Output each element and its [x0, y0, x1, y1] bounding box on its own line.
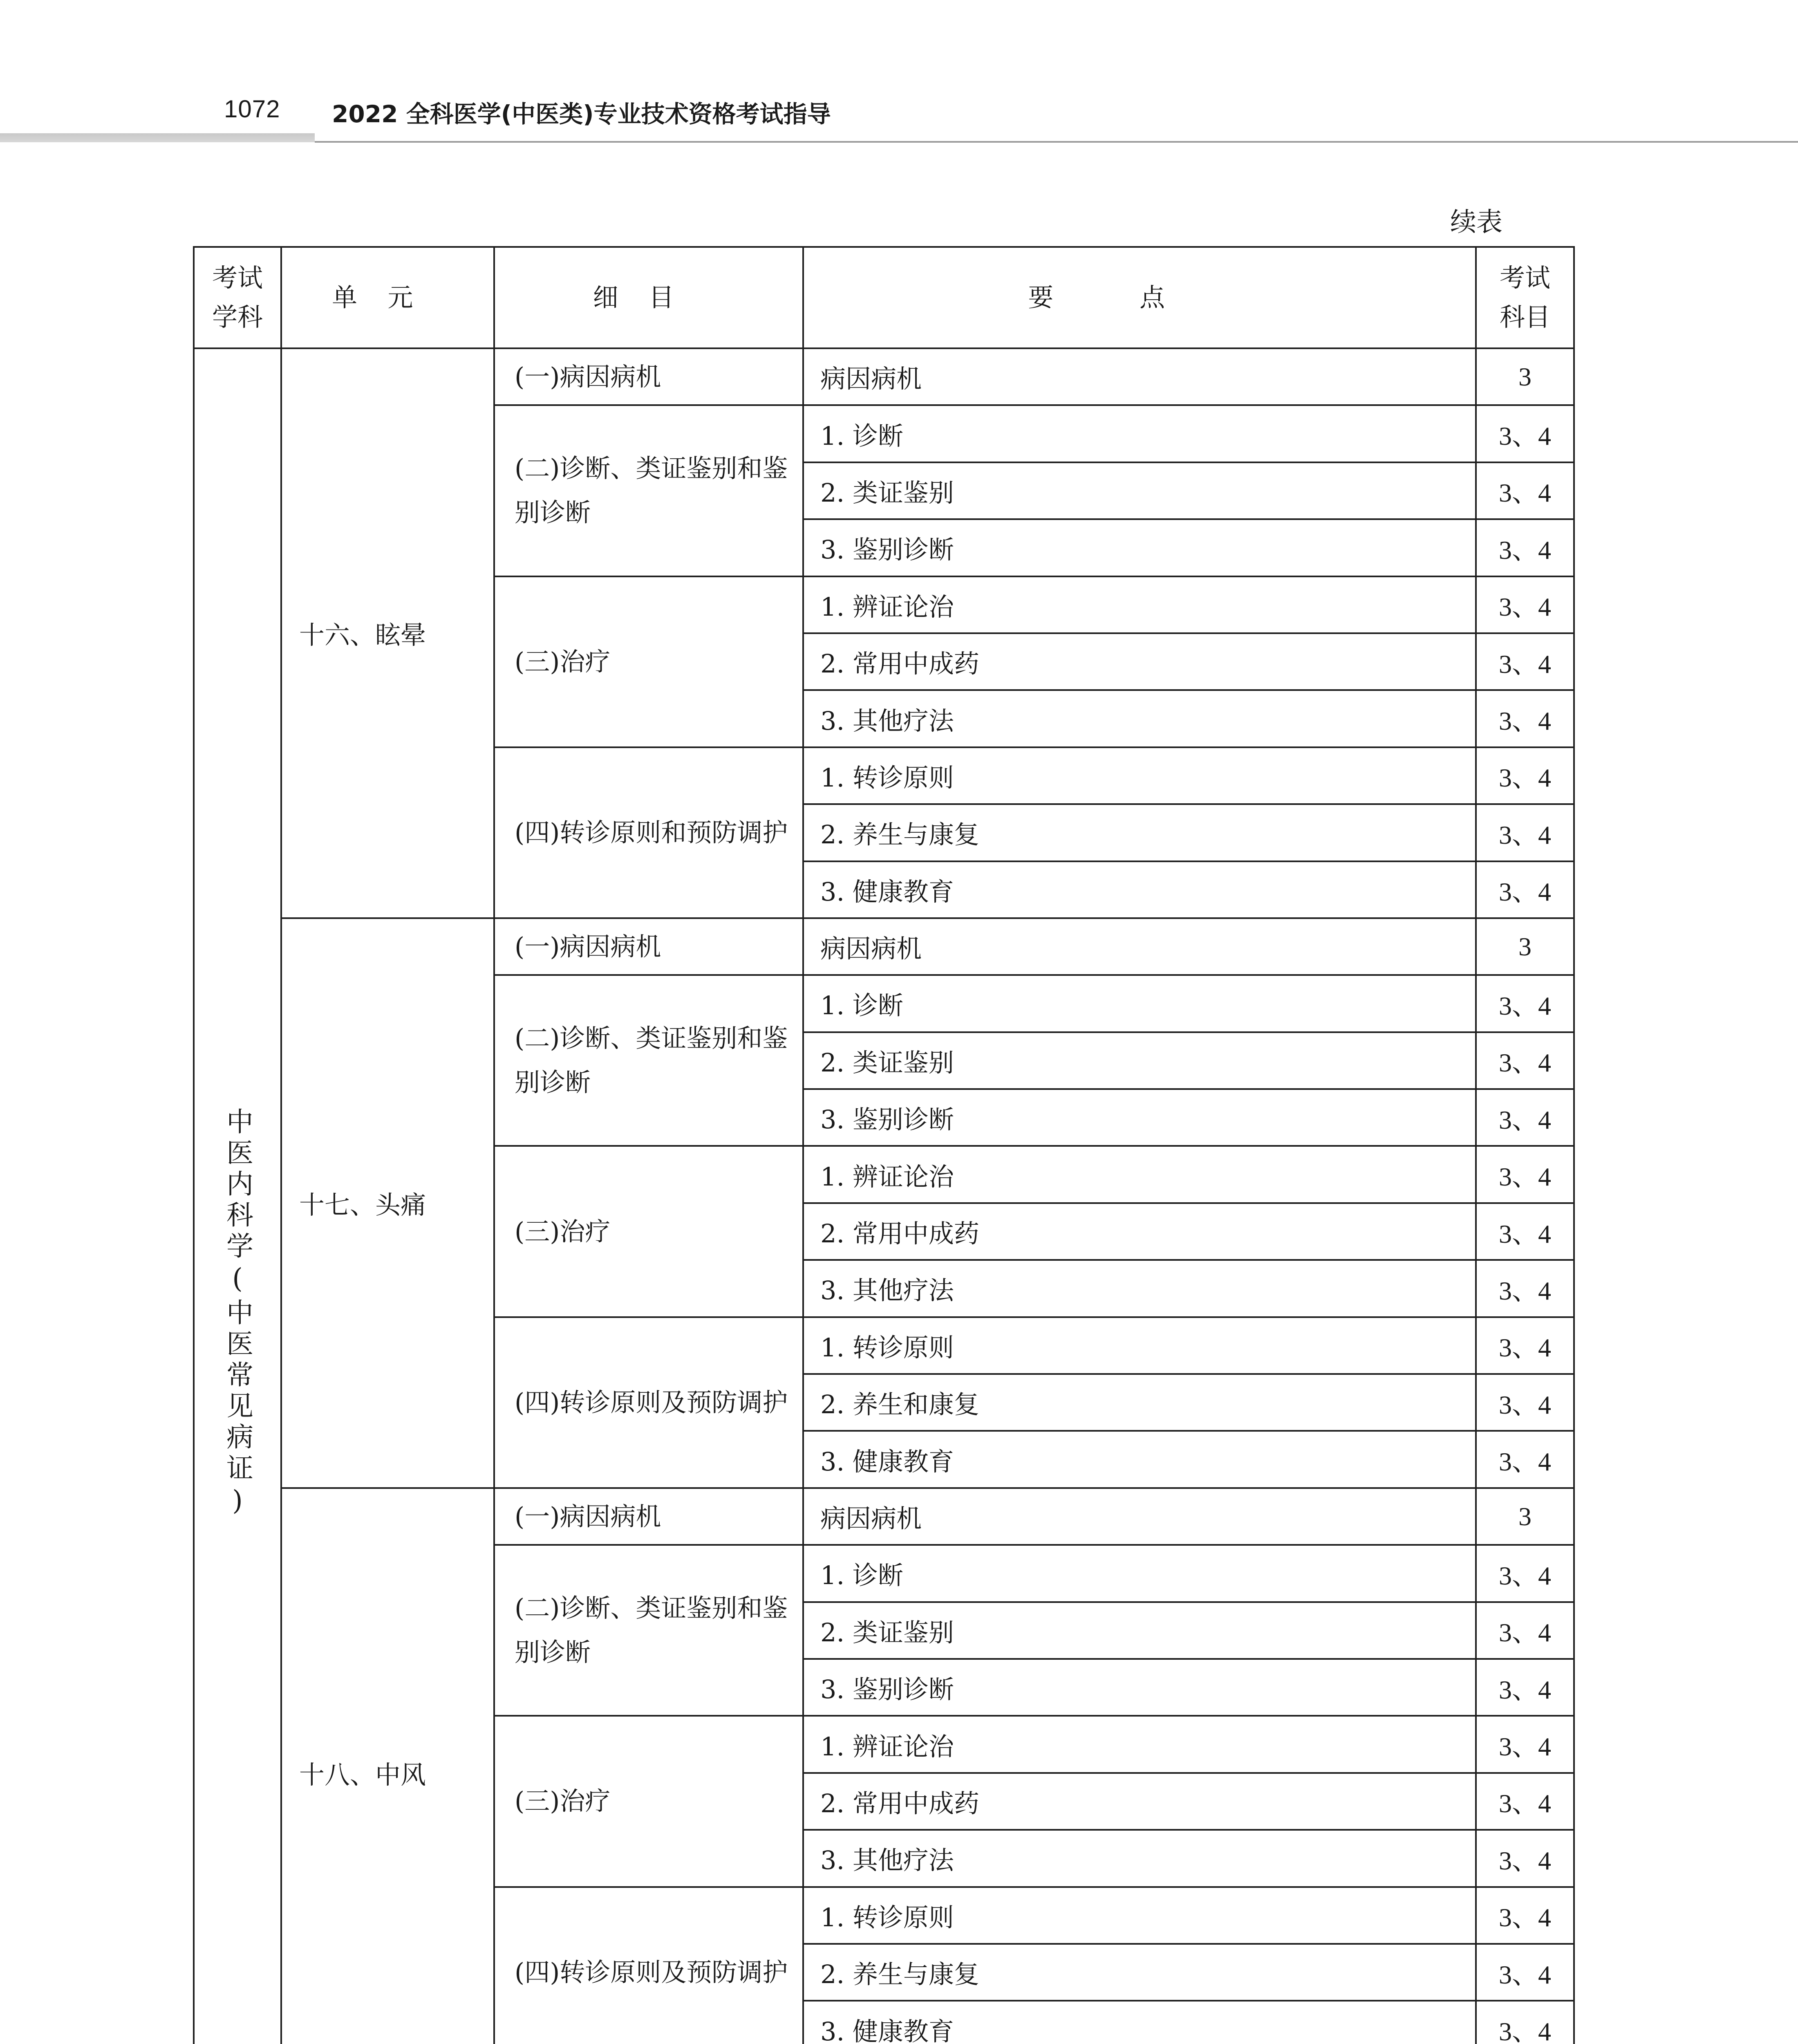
header-exam-subject: 考试 科目	[1476, 247, 1574, 348]
key-point-cell: 1. 辨证论治	[803, 1146, 1476, 1203]
unit-cell: 十六、眩晕	[281, 348, 494, 918]
detail-cell: (一)病因病机	[494, 1488, 803, 1545]
header-divider	[315, 141, 1798, 143]
key-point-cell: 1. 转诊原则	[803, 747, 1476, 804]
exam-subject-cell: 3、4	[1476, 975, 1574, 1032]
table-header-row	[194, 247, 1574, 348]
book-title: 2022 全科医学(中医类)专业技术资格考试指导	[332, 100, 831, 128]
exam-subject-cell: 3、4	[1476, 1146, 1574, 1203]
exam-subject-cell: 3、4	[1476, 1602, 1574, 1659]
exam-subject-cell: 3、4	[1476, 1773, 1574, 1830]
table-row	[194, 348, 1574, 405]
unit-cell: 十七、头痛	[281, 918, 494, 1488]
header-exam-subject-area: 考试 学科	[194, 247, 281, 348]
syllabus-table	[193, 246, 1575, 2044]
detail-cell: (四)转诊原则和预防调护	[494, 747, 803, 918]
key-point-cell: 2. 养生与康复	[803, 1944, 1476, 2001]
exam-subject-cell: 3、4	[1476, 804, 1574, 861]
key-point-cell: 2. 养生和康复	[803, 1374, 1476, 1431]
table-row	[194, 918, 1574, 975]
detail-cell: (四)转诊原则及预防调护	[494, 1317, 803, 1488]
exam-subject-cell: 3、4	[1476, 690, 1574, 747]
exam-subject-cell: 3、4	[1476, 1089, 1574, 1146]
exam-subject-cell: 3、4	[1476, 576, 1574, 633]
key-point-cell: 1. 辨证论治	[803, 576, 1476, 633]
key-point-cell: 3. 其他疗法	[803, 690, 1476, 747]
detail-cell: (四)转诊原则及预防调护	[494, 1887, 803, 2044]
page-header	[0, 0, 1798, 147]
key-point-cell: 2. 常用中成药	[803, 1773, 1476, 1830]
key-point-cell: 3. 鉴别诊断	[803, 519, 1476, 576]
detail-cell: (二)诊断、类证鉴别和鉴别诊断	[494, 405, 803, 576]
exam-subject-cell: 3、4	[1476, 747, 1574, 804]
key-point-cell: 3. 健康教育	[803, 1431, 1476, 1488]
exam-subject-cell: 3	[1476, 348, 1574, 405]
exam-subject-cell: 3	[1476, 918, 1574, 975]
detail-cell: (三)治疗	[494, 1716, 803, 1887]
key-point-cell: 病因病机	[803, 1488, 1476, 1545]
key-point-cell: 3. 鉴别诊断	[803, 1089, 1476, 1146]
header-unit: 单元	[281, 247, 494, 348]
key-point-cell: 1. 诊断	[803, 975, 1476, 1032]
key-point-cell: 1. 诊断	[803, 405, 1476, 462]
header-detail: 细目	[494, 247, 803, 348]
key-point-cell: 2. 常用中成药	[803, 1203, 1476, 1260]
exam-subject-cell: 3、4	[1476, 405, 1574, 462]
exam-subject-cell: 3、4	[1476, 861, 1574, 918]
key-point-cell: 3. 其他疗法	[803, 1830, 1476, 1887]
key-point-cell: 1. 转诊原则	[803, 1887, 1476, 1944]
key-point-cell: 2. 常用中成药	[803, 633, 1476, 690]
exam-subject-cell: 3、4	[1476, 1659, 1574, 1716]
header-key-points: 要点	[803, 247, 1476, 348]
detail-cell: (三)治疗	[494, 576, 803, 747]
exam-subject-cell: 3、4	[1476, 2001, 1574, 2044]
key-point-cell: 1. 辨证论治	[803, 1716, 1476, 1773]
exam-subject-cell: 3、4	[1476, 1260, 1574, 1317]
exam-subject-cell: 3、4	[1476, 1887, 1574, 1944]
key-point-cell: 2. 养生与康复	[803, 804, 1476, 861]
key-point-cell: 2. 类证鉴别	[803, 462, 1476, 519]
detail-cell: (三)治疗	[494, 1146, 803, 1317]
table-row	[194, 1488, 1574, 1545]
page-number: 1072	[224, 95, 280, 123]
exam-subject-cell: 3、4	[1476, 1374, 1574, 1431]
exam-subject-cell: 3、4	[1476, 1032, 1574, 1089]
exam-subject-cell: 3、4	[1476, 1830, 1574, 1887]
key-point-cell: 病因病机	[803, 918, 1476, 975]
exam-subject-cell: 3	[1476, 1488, 1574, 1545]
subject-label: 中医内科学(中医常见病证)	[222, 1107, 253, 1521]
key-point-cell: 3. 健康教育	[803, 861, 1476, 918]
key-point-cell: 3. 鉴别诊断	[803, 1659, 1476, 1716]
exam-subject-cell: 3、4	[1476, 462, 1574, 519]
continued-label: 续表	[1450, 207, 1502, 238]
exam-subject-cell: 3、4	[1476, 1317, 1574, 1374]
exam-subject-cell: 3、4	[1476, 1203, 1574, 1260]
exam-subject-cell: 3、4	[1476, 519, 1574, 576]
key-point-cell: 病因病机	[803, 348, 1476, 405]
exam-subject-cell: 3、4	[1476, 1431, 1574, 1488]
header-accent-rule	[0, 133, 315, 142]
subject-cell	[194, 348, 281, 2044]
exam-subject-cell: 3、4	[1476, 1716, 1574, 1773]
key-point-cell: 2. 类证鉴别	[803, 1032, 1476, 1089]
key-point-cell: 2. 类证鉴别	[803, 1602, 1476, 1659]
key-point-cell: 1. 诊断	[803, 1545, 1476, 1602]
detail-cell: (二)诊断、类证鉴别和鉴别诊断	[494, 975, 803, 1146]
detail-cell: (二)诊断、类证鉴别和鉴别诊断	[494, 1545, 803, 1716]
key-point-cell: 1. 转诊原则	[803, 1317, 1476, 1374]
exam-subject-cell: 3、4	[1476, 633, 1574, 690]
key-point-cell: 3. 健康教育	[803, 2001, 1476, 2044]
exam-subject-cell: 3、4	[1476, 1545, 1574, 1602]
detail-cell: (一)病因病机	[494, 918, 803, 975]
exam-subject-cell: 3、4	[1476, 1944, 1574, 2001]
detail-cell: (一)病因病机	[494, 348, 803, 405]
key-point-cell: 3. 其他疗法	[803, 1260, 1476, 1317]
unit-cell: 十八、中风	[281, 1488, 494, 2044]
